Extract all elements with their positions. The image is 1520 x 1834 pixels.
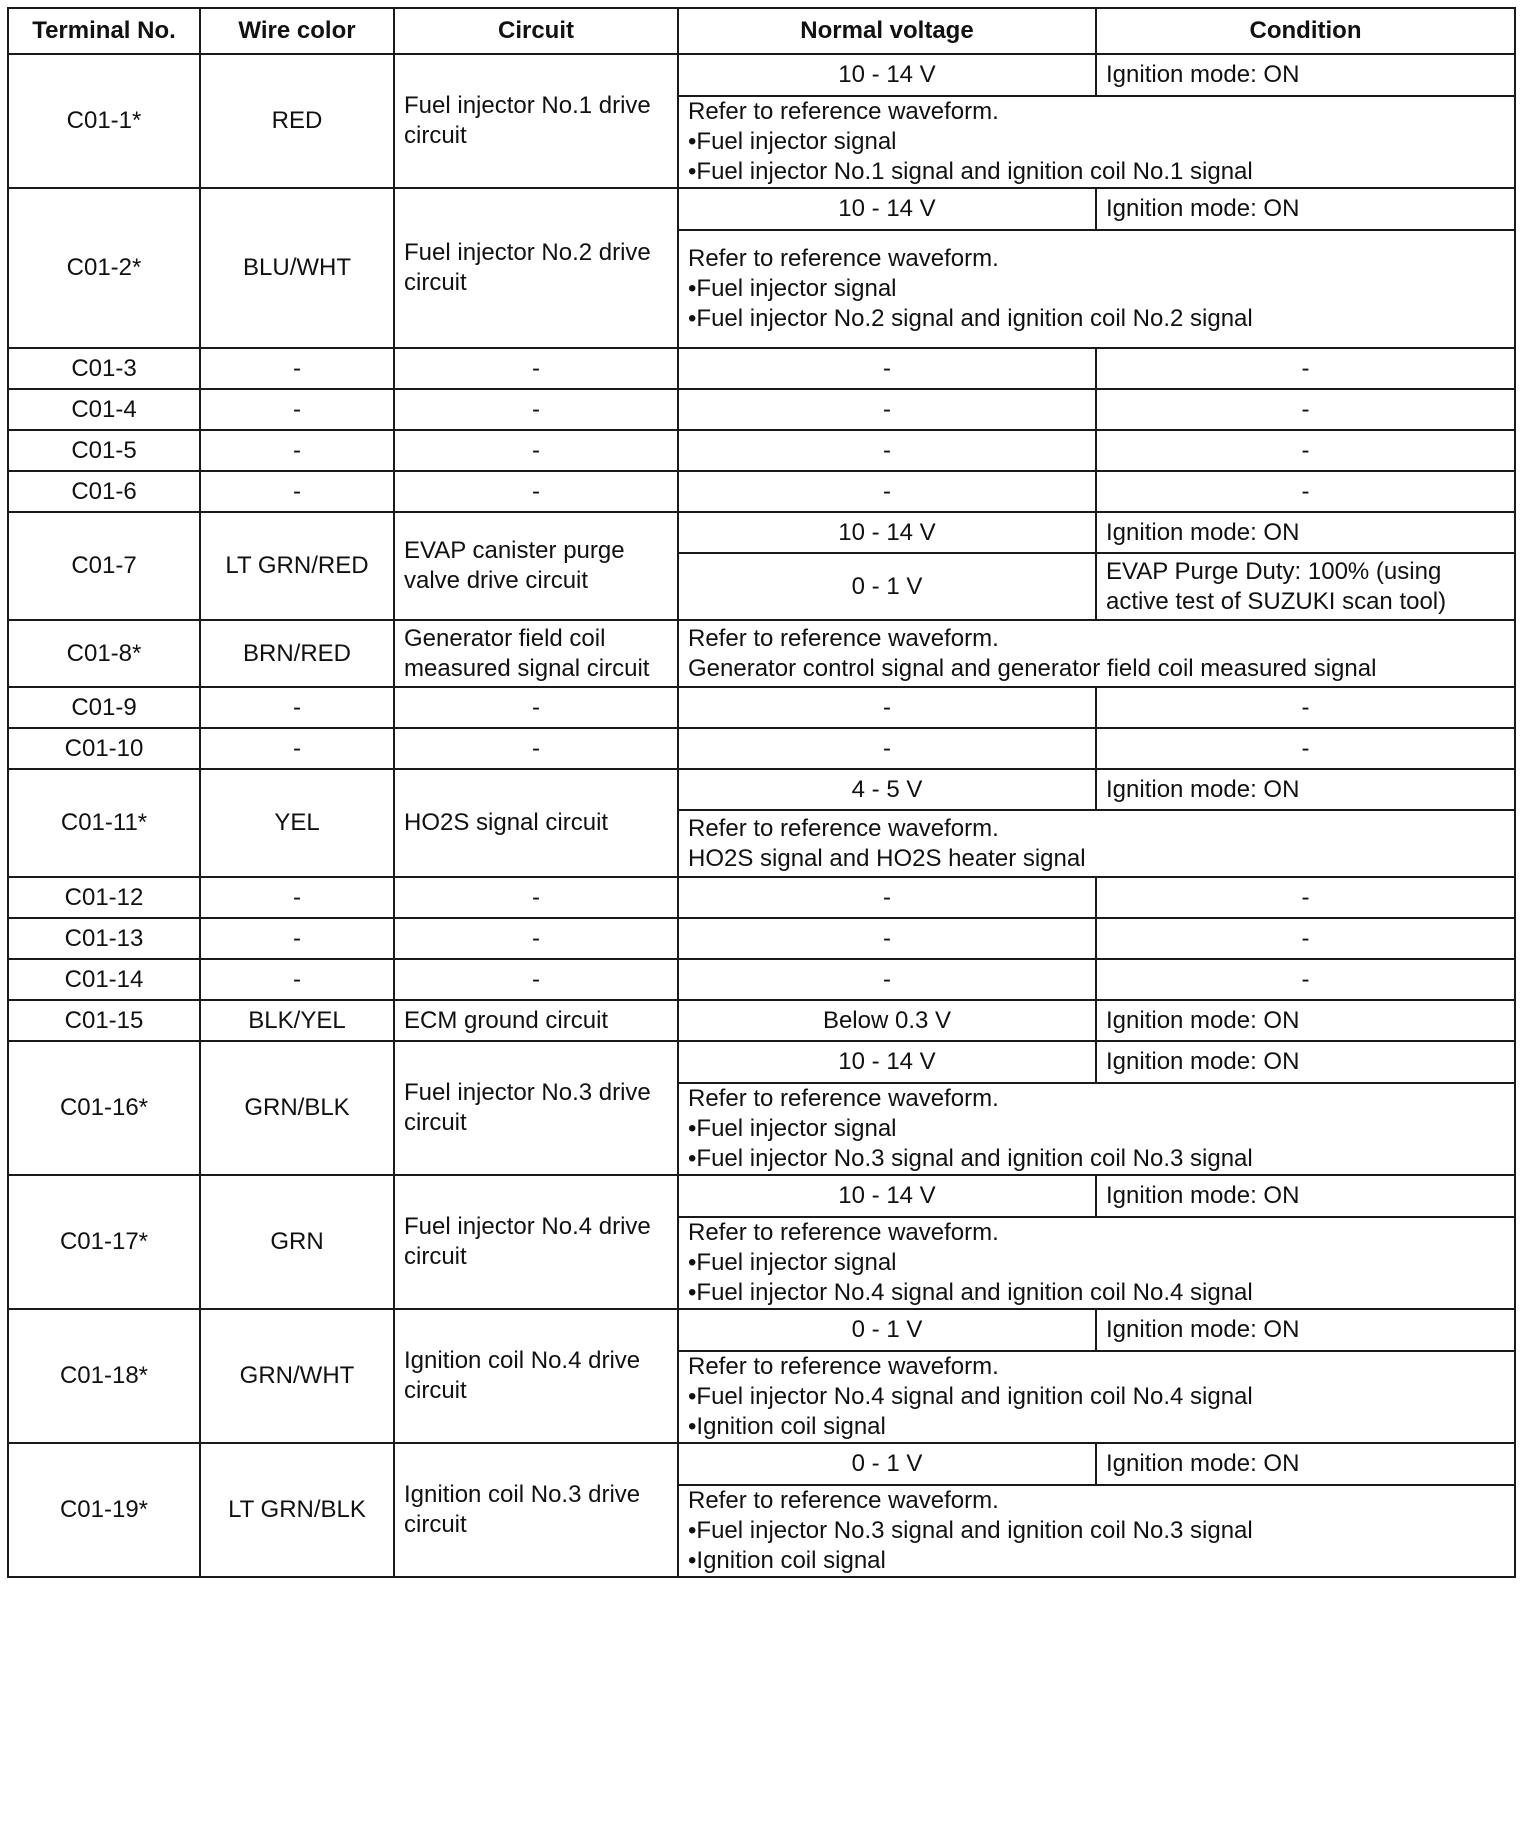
table-row bbox=[8, 1443, 1515, 1485]
waveform-note-line: •Fuel injector signal bbox=[688, 1249, 897, 1276]
condition-cell bbox=[1096, 1443, 1515, 1485]
wire-color-cell: - bbox=[200, 471, 394, 512]
terminal-cell: C01-16* bbox=[8, 1041, 200, 1175]
terminal-cell: C01-14 bbox=[8, 959, 200, 1000]
table-row bbox=[8, 769, 1515, 810]
waveform-note-line: Refer to reference waveform. bbox=[688, 1487, 999, 1514]
circuit-cell bbox=[394, 1175, 678, 1309]
terminal-table-sheet bbox=[7, 7, 1516, 1578]
terminal-cell: C01-10 bbox=[8, 728, 200, 769]
table-row bbox=[8, 728, 1515, 769]
wire-color-cell: - bbox=[200, 687, 394, 728]
circuit-line: Ignition coil No.3 drive bbox=[404, 1481, 641, 1508]
terminal-cell: C01-6 bbox=[8, 471, 200, 512]
circuit-line: - bbox=[532, 477, 540, 505]
normal-voltage-cell: 10 - 14 V bbox=[678, 54, 1096, 96]
table-row bbox=[8, 1041, 1515, 1083]
table-row bbox=[8, 1000, 1515, 1041]
circuit-cell bbox=[394, 620, 678, 687]
wire-color-cell: GRN/BLK bbox=[200, 1041, 394, 1175]
waveform-note-line: Refer to reference waveform. bbox=[688, 98, 999, 125]
table-header-row bbox=[8, 8, 1515, 54]
wire-color-cell: LT GRN/RED bbox=[200, 512, 394, 620]
terminal-cell: C01-12 bbox=[8, 877, 200, 918]
waveform-note-line: •Fuel injector No.2 signal and ignition coil No.2 signal bbox=[688, 305, 1253, 332]
circuit-line: - bbox=[532, 436, 540, 464]
normal-voltage-cell: - bbox=[678, 430, 1096, 471]
normal-voltage-cell: 10 - 14 V bbox=[678, 188, 1096, 230]
circuit-line: circuit bbox=[404, 1243, 467, 1270]
condition-line: Ignition mode: ON bbox=[1106, 1048, 1300, 1075]
terminal-cell: C01-19* bbox=[8, 1443, 200, 1577]
normal-voltage-cell: - bbox=[678, 959, 1096, 1000]
normal-voltage-cell: 0 - 1 V bbox=[678, 1309, 1096, 1351]
circuit-line: measured signal circuit bbox=[404, 654, 650, 682]
condition-line: - bbox=[1301, 477, 1310, 505]
terminal-cell: C01-7 bbox=[8, 512, 200, 620]
waveform-note-line: •Fuel injector signal bbox=[688, 128, 897, 155]
terminal-cell: C01-18* bbox=[8, 1309, 200, 1443]
circuit-cell bbox=[394, 959, 678, 1000]
terminal-cell: C01-4 bbox=[8, 389, 200, 430]
circuit-line: Generator field coil bbox=[404, 624, 606, 652]
circuit-cell bbox=[394, 430, 678, 471]
condition-cell bbox=[1096, 728, 1515, 769]
header-wire-color: Wire color bbox=[200, 8, 394, 54]
circuit-cell bbox=[394, 769, 678, 877]
circuit-cell bbox=[394, 1309, 678, 1443]
circuit-line: circuit bbox=[404, 1377, 467, 1404]
condition-cell bbox=[1096, 1309, 1515, 1351]
wire-color-cell: - bbox=[200, 918, 394, 959]
waveform-note-line: •Fuel injector No.3 signal and ignition coil No.3 signal bbox=[688, 1145, 1253, 1172]
wire-color-cell: GRN/WHT bbox=[200, 1309, 394, 1443]
table-row bbox=[8, 687, 1515, 728]
terminal-cell: C01-9 bbox=[8, 687, 200, 728]
condition-line: - bbox=[1301, 924, 1310, 952]
waveform-reference-cell bbox=[678, 1351, 1515, 1443]
table-row bbox=[8, 1175, 1515, 1217]
condition-line: EVAP Purge Duty: 100% (using bbox=[1106, 557, 1442, 585]
condition-line: - bbox=[1301, 436, 1310, 464]
waveform-reference-cell bbox=[678, 96, 1515, 188]
condition-cell bbox=[1096, 471, 1515, 512]
waveform-note-line: Refer to reference waveform. bbox=[688, 814, 999, 842]
circuit-cell bbox=[394, 1041, 678, 1175]
waveform-reference-cell bbox=[678, 1083, 1515, 1175]
condition-line: - bbox=[1301, 395, 1310, 423]
waveform-note-line: •Fuel injector No.3 signal and ignition coil No.3 signal bbox=[688, 1517, 1253, 1544]
condition-cell bbox=[1096, 54, 1515, 96]
terminal-cell: C01-2* bbox=[8, 188, 200, 348]
normal-voltage-cell: 10 - 14 V bbox=[678, 512, 1096, 553]
waveform-note-line: Refer to reference waveform. bbox=[688, 1085, 999, 1112]
circuit-cell bbox=[394, 512, 678, 620]
circuit-line: - bbox=[532, 693, 540, 721]
circuit-line: Fuel injector No.1 drive bbox=[404, 92, 651, 119]
header-normal-voltage: Normal voltage bbox=[678, 8, 1096, 54]
circuit-cell bbox=[394, 1443, 678, 1577]
condition-cell bbox=[1096, 1041, 1515, 1083]
circuit-cell bbox=[394, 877, 678, 918]
table-row bbox=[8, 1309, 1515, 1351]
waveform-note-line: HO2S signal and HO2S heater signal bbox=[688, 844, 1086, 872]
condition-line: active test of SUZUKI scan tool) bbox=[1106, 587, 1447, 615]
normal-voltage-cell: - bbox=[678, 918, 1096, 959]
circuit-line: - bbox=[532, 354, 540, 382]
circuit-cell bbox=[394, 1000, 678, 1041]
circuit-line: circuit bbox=[404, 1511, 467, 1538]
wire-color-cell: GRN bbox=[200, 1175, 394, 1309]
circuit-line: circuit bbox=[404, 1109, 467, 1136]
wire-color-cell: - bbox=[200, 430, 394, 471]
condition-line: - bbox=[1301, 965, 1310, 993]
circuit-line: Fuel injector No.4 drive bbox=[404, 1213, 651, 1240]
circuit-line: ECM ground circuit bbox=[404, 1006, 609, 1034]
table-row bbox=[8, 471, 1515, 512]
condition-line: Ignition mode: ON bbox=[1106, 195, 1300, 222]
waveform-reference-cell bbox=[678, 230, 1515, 348]
circuit-line: Fuel injector No.3 drive bbox=[404, 1079, 651, 1106]
condition-line: Ignition mode: ON bbox=[1106, 1006, 1300, 1034]
terminal-cell: C01-15 bbox=[8, 1000, 200, 1041]
circuit-line: circuit bbox=[404, 269, 467, 296]
normal-voltage-cell: - bbox=[678, 389, 1096, 430]
table-row bbox=[8, 512, 1515, 553]
header-circuit: Circuit bbox=[394, 8, 678, 54]
wire-color-cell: BLU/WHT bbox=[200, 188, 394, 348]
wire-color-cell: - bbox=[200, 728, 394, 769]
normal-voltage-cell: 0 - 1 V bbox=[678, 553, 1096, 620]
waveform-note-line: •Ignition coil signal bbox=[688, 1547, 886, 1574]
condition-cell bbox=[1096, 687, 1515, 728]
table-row bbox=[8, 877, 1515, 918]
circuit-line: Fuel injector No.2 drive bbox=[404, 239, 651, 266]
terminal-cell: C01-17* bbox=[8, 1175, 200, 1309]
normal-voltage-cell: 4 - 5 V bbox=[678, 769, 1096, 810]
table-row bbox=[8, 959, 1515, 1000]
terminal-spec-table bbox=[7, 7, 1516, 1578]
circuit-cell bbox=[394, 687, 678, 728]
condition-cell bbox=[1096, 959, 1515, 1000]
condition-line: Ignition mode: ON bbox=[1106, 1450, 1300, 1477]
terminal-cell: C01-11* bbox=[8, 769, 200, 877]
wire-color-cell: YEL bbox=[200, 769, 394, 877]
wire-color-cell: LT GRN/BLK bbox=[200, 1443, 394, 1577]
header-condition: Condition bbox=[1096, 8, 1515, 54]
terminal-cell: C01-5 bbox=[8, 430, 200, 471]
wire-color-cell: BRN/RED bbox=[200, 620, 394, 687]
waveform-note-line: Refer to reference waveform. bbox=[688, 1219, 999, 1246]
waveform-note-line: •Fuel injector No.4 signal and ignition coil No.4 signal bbox=[688, 1279, 1253, 1306]
circuit-cell bbox=[394, 348, 678, 389]
wire-color-cell: - bbox=[200, 959, 394, 1000]
circuit-line: - bbox=[532, 395, 540, 423]
condition-cell bbox=[1096, 769, 1515, 810]
table-row bbox=[8, 389, 1515, 430]
terminal-cell: C01-1* bbox=[8, 54, 200, 188]
condition-line: - bbox=[1301, 693, 1310, 721]
circuit-cell bbox=[394, 918, 678, 959]
waveform-note-line: •Fuel injector No.1 signal and ignition coil No.1 signal bbox=[688, 158, 1253, 185]
wire-color-cell: - bbox=[200, 389, 394, 430]
condition-cell bbox=[1096, 348, 1515, 389]
circuit-line: - bbox=[532, 734, 540, 762]
normal-voltage-cell: 10 - 14 V bbox=[678, 1041, 1096, 1083]
waveform-note-line: Refer to reference waveform. bbox=[688, 1353, 999, 1380]
circuit-line: Ignition coil No.4 drive bbox=[404, 1347, 641, 1374]
waveform-note-line: •Fuel injector No.4 signal and ignition coil No.4 signal bbox=[688, 1383, 1253, 1410]
wire-color-cell: - bbox=[200, 348, 394, 389]
condition-line: Ignition mode: ON bbox=[1106, 518, 1300, 546]
condition-cell bbox=[1096, 1000, 1515, 1041]
terminal-cell: C01-8* bbox=[8, 620, 200, 687]
waveform-note-line: •Fuel injector signal bbox=[688, 1115, 897, 1142]
wire-color-cell: RED bbox=[200, 54, 394, 188]
condition-line: Ignition mode: ON bbox=[1106, 61, 1300, 88]
waveform-note-line: •Ignition coil signal bbox=[688, 1413, 886, 1440]
normal-voltage-cell: - bbox=[678, 687, 1096, 728]
header-terminal-no: Terminal No. bbox=[8, 8, 200, 54]
waveform-note-line: Generator control signal and generator field coil measured signal bbox=[688, 654, 1377, 682]
waveform-reference-cell bbox=[678, 620, 1515, 687]
normal-voltage-cell: 0 - 1 V bbox=[678, 1443, 1096, 1485]
condition-cell bbox=[1096, 918, 1515, 959]
circuit-line: EVAP canister purge bbox=[404, 537, 625, 564]
table-row bbox=[8, 348, 1515, 389]
table-row bbox=[8, 918, 1515, 959]
condition-cell bbox=[1096, 188, 1515, 230]
wire-color-cell: BLK/YEL bbox=[200, 1000, 394, 1041]
waveform-note-line: •Fuel injector signal bbox=[688, 275, 897, 302]
normal-voltage-cell: - bbox=[678, 877, 1096, 918]
condition-cell bbox=[1096, 430, 1515, 471]
circuit-line: - bbox=[532, 924, 540, 952]
table-row bbox=[8, 188, 1515, 230]
condition-line: - bbox=[1301, 883, 1310, 911]
circuit-cell bbox=[394, 188, 678, 348]
circuit-line: - bbox=[532, 883, 540, 911]
condition-line: - bbox=[1301, 354, 1310, 382]
normal-voltage-cell: - bbox=[678, 471, 1096, 512]
condition-cell bbox=[1096, 553, 1515, 620]
wire-color-cell: - bbox=[200, 877, 394, 918]
normal-voltage-cell: Below 0.3 V bbox=[678, 1000, 1096, 1041]
table-row bbox=[8, 54, 1515, 96]
circuit-cell bbox=[394, 54, 678, 188]
waveform-reference-cell bbox=[678, 1485, 1515, 1577]
condition-line: Ignition mode: ON bbox=[1106, 775, 1300, 803]
waveform-note-line: Refer to reference waveform. bbox=[688, 624, 999, 652]
waveform-reference-cell bbox=[678, 1217, 1515, 1309]
condition-line: Ignition mode: ON bbox=[1106, 1182, 1300, 1209]
table-row bbox=[8, 620, 1515, 687]
table-row bbox=[8, 430, 1515, 471]
condition-cell bbox=[1096, 512, 1515, 553]
circuit-line: HO2S signal circuit bbox=[404, 809, 609, 836]
condition-cell bbox=[1096, 877, 1515, 918]
condition-line: Ignition mode: ON bbox=[1106, 1316, 1300, 1343]
terminal-cell: C01-3 bbox=[8, 348, 200, 389]
condition-line: - bbox=[1301, 734, 1310, 762]
circuit-line: valve drive circuit bbox=[404, 567, 589, 594]
condition-cell bbox=[1096, 1175, 1515, 1217]
waveform-reference-cell bbox=[678, 810, 1515, 877]
normal-voltage-cell: 10 - 14 V bbox=[678, 1175, 1096, 1217]
waveform-note-line: Refer to reference waveform. bbox=[688, 245, 999, 272]
terminal-cell: C01-13 bbox=[8, 918, 200, 959]
circuit-line: - bbox=[532, 965, 540, 993]
circuit-cell bbox=[394, 728, 678, 769]
condition-cell bbox=[1096, 389, 1515, 430]
circuit-cell bbox=[394, 471, 678, 512]
circuit-cell bbox=[394, 389, 678, 430]
normal-voltage-cell: - bbox=[678, 728, 1096, 769]
circuit-line: circuit bbox=[404, 122, 467, 149]
normal-voltage-cell: - bbox=[678, 348, 1096, 389]
